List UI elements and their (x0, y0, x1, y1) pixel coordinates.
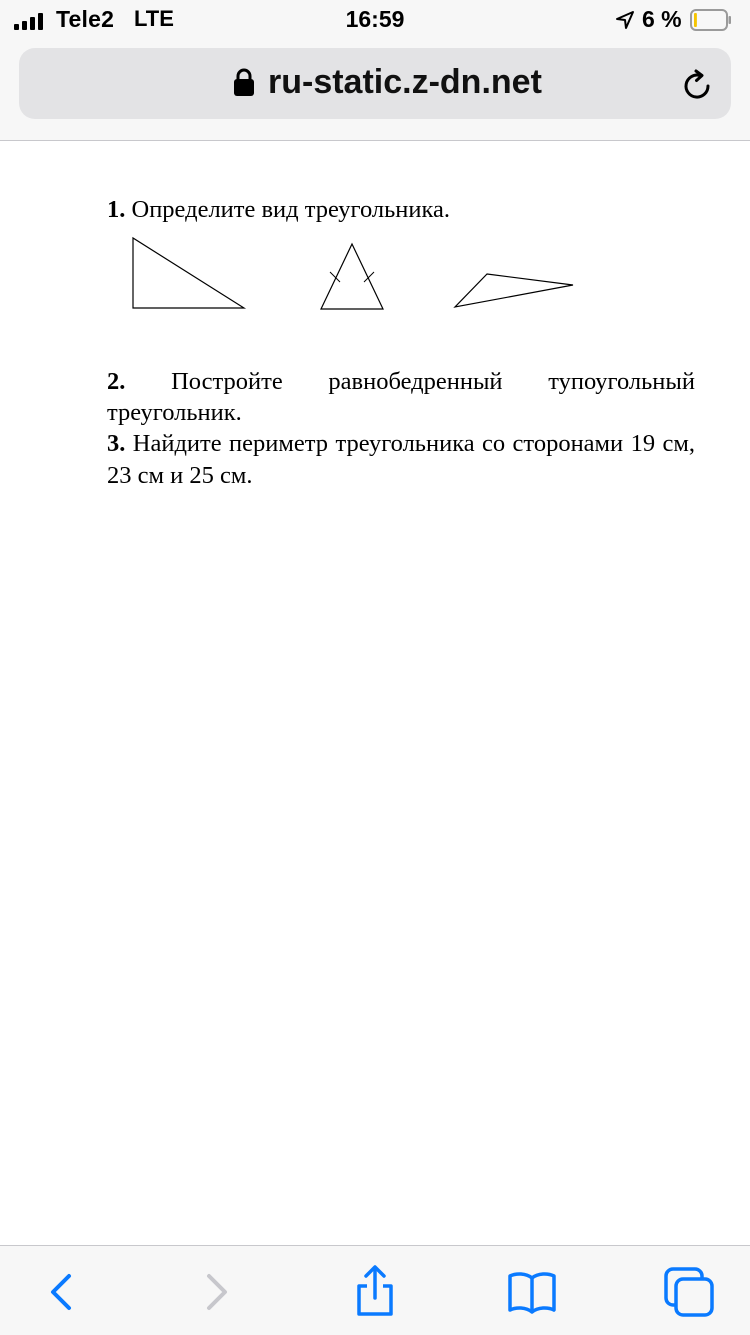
browser-chrome (0, 0, 750, 141)
status-bar (0, 0, 750, 42)
question-1-text: Определите вид треугольника. (125, 196, 451, 223)
question-2-line-1 (107, 366, 695, 397)
bookmarks-icon[interactable] (504, 1264, 560, 1320)
battery-icon (690, 9, 732, 31)
question-1-number: 1. (107, 196, 126, 223)
battery-percent: 6 % (642, 6, 682, 32)
location-arrow-icon (614, 9, 636, 31)
carrier-label: Tele2 (56, 6, 115, 32)
question-2-number: 2. (107, 368, 126, 395)
url-text[interactable]: ru-static.z-dn.net (268, 63, 542, 101)
clock: 16:59 (345, 6, 405, 32)
question-3 (107, 428, 695, 492)
address-bar[interactable] (19, 48, 731, 119)
reload-icon[interactable] (681, 68, 715, 102)
question-1 (107, 196, 450, 224)
right-triangle (133, 238, 244, 308)
forward-icon[interactable] (189, 1264, 245, 1320)
browser-toolbar (0, 1245, 750, 1335)
tabs-icon[interactable] (661, 1264, 717, 1320)
question-2-text: Постройте равнобедренный тупоугольный (125, 368, 695, 395)
network-label: LTE (134, 6, 174, 31)
question-2-line-2: треугольник. (107, 399, 242, 426)
question-3-text: Найдите периметр треугольника со сторонами 19 см, 23 см и 25 см. (107, 430, 695, 489)
isosceles-triangle (321, 244, 383, 309)
triangle-figures (0, 230, 750, 320)
obtuse-triangle (455, 274, 573, 307)
back-icon[interactable] (33, 1264, 89, 1320)
share-icon[interactable] (347, 1264, 403, 1320)
question-3-number: 3. (107, 430, 126, 457)
lock-icon (233, 67, 255, 97)
